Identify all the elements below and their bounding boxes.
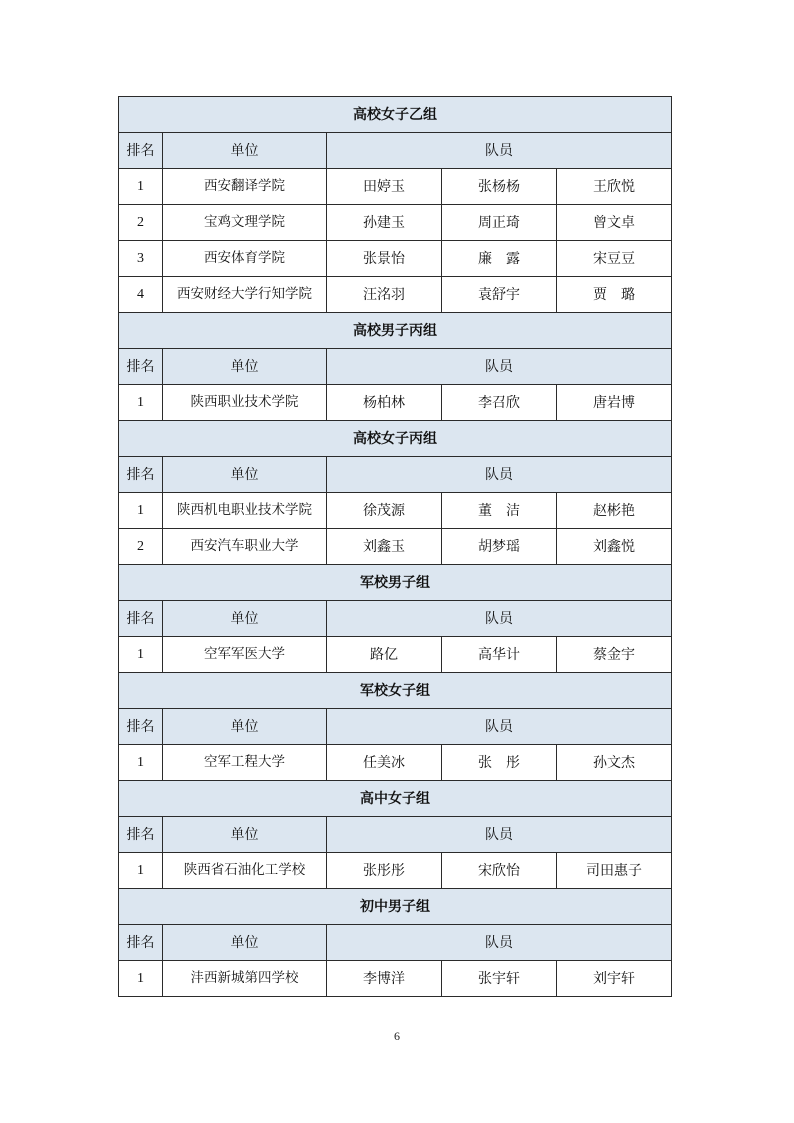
table-row	[119, 205, 672, 241]
results-table	[118, 96, 672, 997]
unit-cell: 西安翻译学院	[163, 169, 327, 205]
member-cell: 唐岩博	[557, 385, 672, 421]
member-cell: 刘宇轩	[557, 961, 672, 997]
unit-header: 单位	[163, 601, 327, 637]
member-cell: 汪洺羽	[327, 277, 442, 313]
table-row	[119, 961, 672, 997]
member-cell: 司田惠子	[557, 853, 672, 889]
member-cell: 周正琦	[442, 205, 557, 241]
group-title: 军校男子组	[119, 565, 672, 601]
unit-cell: 沣西新城第四学校	[163, 961, 327, 997]
column-header-row	[119, 457, 672, 493]
rank-header: 排名	[119, 133, 163, 169]
unit-header: 单位	[163, 925, 327, 961]
unit-cell: 陕西职业技术学院	[163, 385, 327, 421]
group-title-row	[119, 673, 672, 709]
rank-cell: 1	[119, 169, 163, 205]
member-cell: 田婷玉	[327, 169, 442, 205]
group-title: 高校女子丙组	[119, 421, 672, 457]
member-cell: 高华计	[442, 637, 557, 673]
members-header: 队员	[327, 349, 672, 385]
table-row	[119, 385, 672, 421]
member-cell: 王欣悦	[557, 169, 672, 205]
group-title: 高校女子乙组	[119, 97, 672, 133]
group-title-row	[119, 421, 672, 457]
member-cell: 张景怡	[327, 241, 442, 277]
member-cell: 宋欣怡	[442, 853, 557, 889]
table-row	[119, 637, 672, 673]
table-row	[119, 745, 672, 781]
table-row	[119, 169, 672, 205]
members-header: 队员	[327, 925, 672, 961]
members-header: 队员	[327, 133, 672, 169]
group-title-row	[119, 97, 672, 133]
member-cell: 孙文杰	[557, 745, 672, 781]
member-cell: 张杨杨	[442, 169, 557, 205]
rank-cell: 4	[119, 277, 163, 313]
group-title-row	[119, 781, 672, 817]
group-title-row	[119, 889, 672, 925]
unit-cell: 西安财经大学行知学院	[163, 277, 327, 313]
unit-header: 单位	[163, 457, 327, 493]
rank-cell: 2	[119, 529, 163, 565]
rank-cell: 1	[119, 745, 163, 781]
member-cell: 孙建玉	[327, 205, 442, 241]
column-header-row	[119, 709, 672, 745]
member-cell: 张 彤	[442, 745, 557, 781]
members-header: 队员	[327, 817, 672, 853]
unit-cell: 陕西省石油化工学校	[163, 853, 327, 889]
members-header: 队员	[327, 709, 672, 745]
column-header-row	[119, 925, 672, 961]
rank-header: 排名	[119, 457, 163, 493]
results-body	[119, 97, 672, 997]
member-cell: 张宇轩	[442, 961, 557, 997]
column-header-row	[119, 601, 672, 637]
unit-header: 单位	[163, 133, 327, 169]
member-cell: 路亿	[327, 637, 442, 673]
member-cell: 袁舒宇	[442, 277, 557, 313]
member-cell: 杨柏林	[327, 385, 442, 421]
group-title-row	[119, 313, 672, 349]
unit-cell: 宝鸡文理学院	[163, 205, 327, 241]
table-row	[119, 529, 672, 565]
group-title: 军校女子组	[119, 673, 672, 709]
member-cell: 赵彬艳	[557, 493, 672, 529]
rank-header: 排名	[119, 601, 163, 637]
member-cell: 刘鑫悦	[557, 529, 672, 565]
rank-cell: 1	[119, 385, 163, 421]
group-title: 高校男子丙组	[119, 313, 672, 349]
member-cell: 曾文卓	[557, 205, 672, 241]
table-row	[119, 241, 672, 277]
table-row	[119, 853, 672, 889]
column-header-row	[119, 349, 672, 385]
group-title: 初中男子组	[119, 889, 672, 925]
unit-header: 单位	[163, 817, 327, 853]
rank-cell: 1	[119, 493, 163, 529]
table-row	[119, 277, 672, 313]
group-title-row	[119, 565, 672, 601]
rank-header: 排名	[119, 925, 163, 961]
unit-header: 单位	[163, 709, 327, 745]
member-cell: 蔡金宇	[557, 637, 672, 673]
member-cell: 宋豆豆	[557, 241, 672, 277]
member-cell: 董 洁	[442, 493, 557, 529]
member-cell: 李博洋	[327, 961, 442, 997]
members-header: 队员	[327, 457, 672, 493]
member-cell: 任美冰	[327, 745, 442, 781]
rank-header: 排名	[119, 817, 163, 853]
rank-cell: 3	[119, 241, 163, 277]
member-cell: 廉 露	[442, 241, 557, 277]
unit-cell: 西安汽车职业大学	[163, 529, 327, 565]
rank-cell: 1	[119, 853, 163, 889]
column-header-row	[119, 817, 672, 853]
unit-header: 单位	[163, 349, 327, 385]
member-cell: 刘鑫玉	[327, 529, 442, 565]
column-header-row	[119, 133, 672, 169]
page-number: 6	[394, 1029, 400, 1043]
members-header: 队员	[327, 601, 672, 637]
member-cell: 贾 璐	[557, 277, 672, 313]
member-cell: 张彤彤	[327, 853, 442, 889]
member-cell: 徐茂源	[327, 493, 442, 529]
rank-cell: 2	[119, 205, 163, 241]
unit-cell: 陕西机电职业技术学院	[163, 493, 327, 529]
member-cell: 胡梦瑶	[442, 529, 557, 565]
rank-cell: 1	[119, 961, 163, 997]
member-cell: 李召欣	[442, 385, 557, 421]
unit-cell: 空军军医大学	[163, 637, 327, 673]
group-title: 高中女子组	[119, 781, 672, 817]
rank-header: 排名	[119, 709, 163, 745]
unit-cell: 空军工程大学	[163, 745, 327, 781]
rank-header: 排名	[119, 349, 163, 385]
rank-cell: 1	[119, 637, 163, 673]
table-row	[119, 493, 672, 529]
unit-cell: 西安体育学院	[163, 241, 327, 277]
